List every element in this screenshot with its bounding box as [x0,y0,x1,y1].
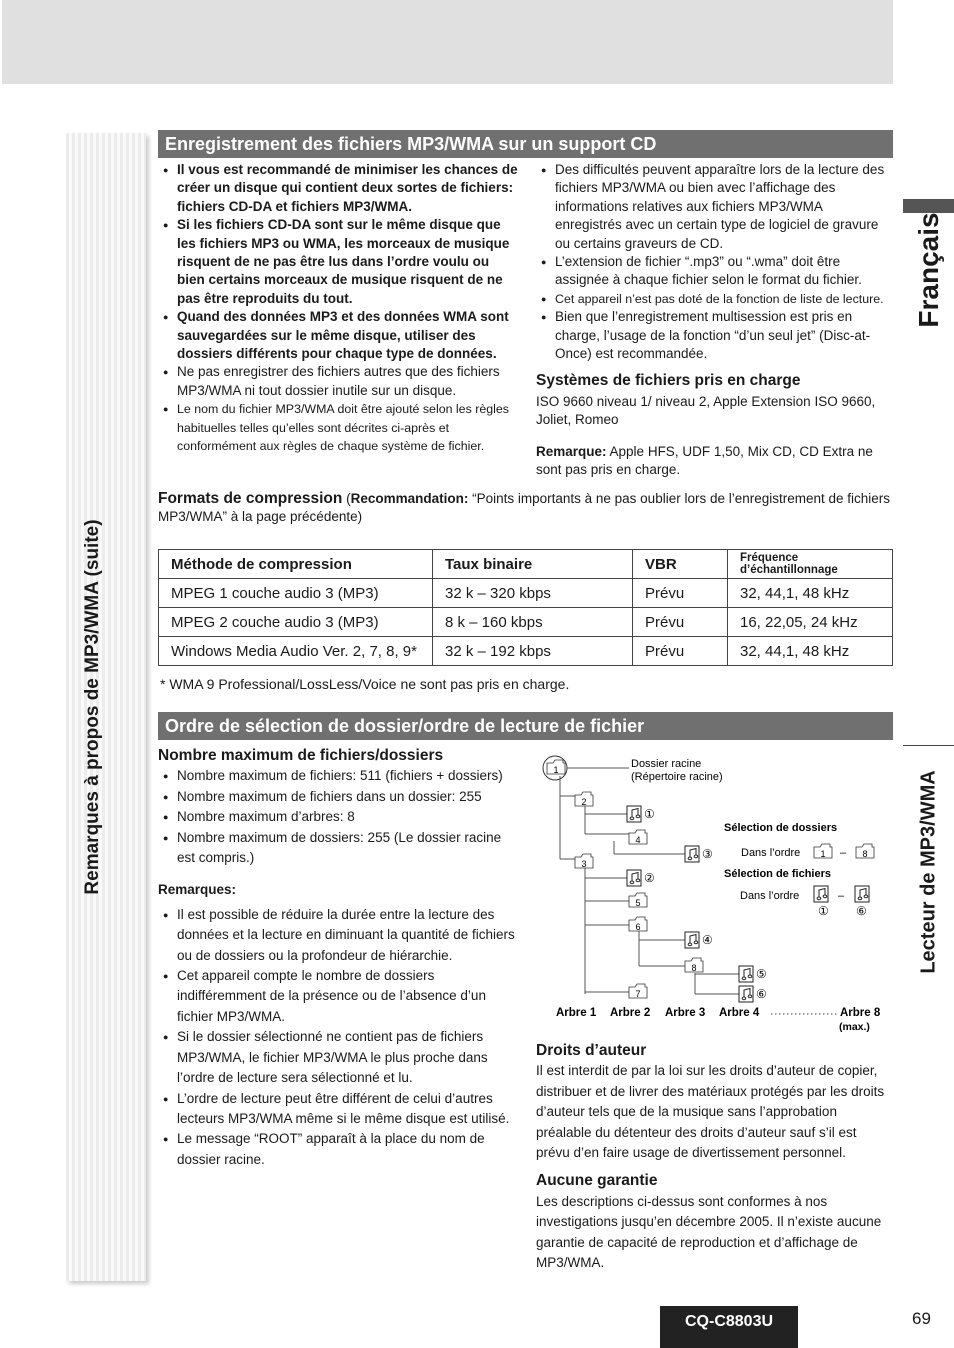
bullet-list [158,766,518,868]
svg-text:⑥: ⑥ [856,904,867,918]
legend-files-title: Sélection de fichiers [724,868,831,880]
table-row [159,608,893,637]
heading-nombre-max: Nombre maximum de fichiers/dossiers [158,747,444,764]
svg-text:5: 5 [635,898,641,908]
droits-text: Il est interdit de par la loi sur les droits d’auteur de copier, distribuer et de livrer des matériaux protégés par les droits d’auteur tels que de la musique sans l’approbation préalable du détenteur des droits d’auteur sauf s’il est prévu d’en faire usage de divertissement personnel. [536,1063,885,1161]
legend-order: Dans l’ordre [740,890,800,902]
table-cell: 32 k – 320 kbps [433,579,633,608]
legend-dash: – [838,890,845,902]
list-item: ● Nombre maximum d’arbres: 8 [158,807,518,827]
tree-label-max: (max.) [839,1021,870,1033]
list-item: ● L’extension de fichier “.mp3” ou “.wma” doit être assignée à chaque fichier selon le format du fichier. [536,253,892,290]
garantie-text: Les descriptions ci-dessus sont conformes à nos investigations jusqu’en décembre 2005. Il n’existe aucune garantie de capacité de reproduction et d’affichage de MP3/WMA. [536,1193,882,1271]
table-footnote: * WMA 9 Professional/LossLess/Voice ne sont pas pris en charge. [160,676,570,692]
table-cell: MPEG 1 couche audio 3 (MP3) [159,579,433,608]
s2-left-column [158,746,518,1170]
list-item: ● Bien que l’enregistrement multisession est pris en charge, l’usage de la fonction “d’un seul jet” (Disc-at-Once) est recommandée. [536,308,892,363]
list-item: ● Cet appareil n’est pas doté de la fonction de liste de lecture. [536,290,892,308]
list-item: ● Nombre maximum de dossiers: 255 (Le dossier racine est compris.) [158,828,518,869]
svg-text:1: 1 [820,849,826,859]
svg-text:8: 8 [691,963,697,973]
list-item: ● Cet appareil compte le nombre de dossiers indifféremment de la présence ou de l’absence d’un fichier MP3/WMA. [158,966,518,1027]
tree-label: Arbre 3 [665,1007,706,1019]
column-header: Méthode de compression [159,550,433,579]
folder-8-icon [856,844,874,859]
folder-4-icon [629,830,647,845]
root-label-sub: (Répertoire racine) [631,771,723,783]
section-banner-ordre: Ordre de sélection de dossier/ordre de lecture de fichier [158,712,893,740]
page-number: 69 [912,1309,931,1328]
svg-text:8: 8 [862,849,868,859]
svg-text:2: 2 [581,797,587,807]
heading-systemes: Systèmes de fichiers pris en charge [536,372,801,390]
language-tab: Français [912,212,944,328]
list-item: ● L’ordre de lecture peut être différent de celui d’autres lecteurs MP3/WMA même si le même disque est utilisé. [158,1089,518,1130]
table-cell: MPEG 2 couche audio 3 (MP3) [159,608,433,637]
svg-text:6: 6 [635,922,641,932]
bullet-list [158,363,518,455]
svg-text:①: ① [818,904,829,918]
music-file-icon [739,986,767,1002]
list-item: ● Ne pas enregistrer des fichiers autres que des fichiers MP3/WMA ni tout dossier inutile sur un disque. [158,363,518,400]
music-file-icon [855,886,869,902]
music-file-icon [685,932,713,948]
legend-dash: – [840,847,847,859]
table-cell: 32, 44,1, 48 kHz [728,637,893,666]
table-cell: Prévu [633,608,728,637]
svg-text:⑥: ⑥ [756,987,767,1001]
list-item: ● Si le dossier sélectionné ne contient pas de fichiers MP3/WMA, le fichier MP3/WMA le plus proche dans l’ordre de lecture sera sélectionné et lu. [158,1027,518,1088]
table-cell: Windows Media Audio Ver. 2, 7, 8, 9* [159,637,433,666]
header-band [2,0,893,84]
music-file-icon [685,846,713,862]
table-cell: Prévu [633,579,728,608]
table-cell: 16, 22,05, 24 kHz [728,608,893,637]
svg-text:④: ④ [702,933,713,947]
folder-2-icon [575,792,593,807]
bullet-list [158,905,518,1170]
svg-text:②: ② [644,871,655,885]
vertical-title: Remarques à propos de MP3/WMA (suite) [82,519,103,895]
table-cell: 8 k – 160 kbps [433,608,633,637]
section-banner-enregistrement: Enregistrement des fichiers MP3/WMA sur un support CD [158,130,893,158]
table-header-row [159,550,893,579]
column-header: Taux binaire [433,550,633,579]
language-marker-bar [903,199,954,213]
s2-right-column [536,1041,892,1273]
list-item: ● Si les fichiers CD-DA sont sur le même disque que les fichiers MP3 ou WMA, les morceaux de musique risquent de ne pas être lus dans l’ordre voulu ou bien certains morceaux de musique risquent de ne pas être reproduits du tout. [158,216,518,308]
table-row [159,579,893,608]
section-divider [903,745,954,746]
list-item: ● Nombre maximum de fichiers dans un dossier: 255 [158,787,518,807]
music-file-icon [814,886,828,902]
table-cell: Prévu [633,637,728,666]
svg-text:3: 3 [581,859,587,869]
list-item: ● Il est possible de réduire la durée entre la lecture des données et la lecture en diminuant la quantité de fichiers ou de dossiers ou la profondeur de hiérarchie. [158,905,518,966]
heading-remarques: Remarques: [158,882,237,898]
tree-label: Arbre 1 [556,1007,597,1019]
list-item: ● Nombre maximum de fichiers: 511 (fichiers + dossiers) [158,766,518,786]
bold-bullet-list [158,161,518,363]
legend-folders-title: Sélection de dossiers [724,822,838,834]
root-label: Dossier racine [631,758,702,770]
formats-paragraph: Formats de compression (Recommandation: “Points importants à ne pas oublier lors de l’enregistrement de fichiers MP3/WMA” à la page précédente) [158,490,891,525]
compression-table [158,549,893,666]
folder-8-icon [685,958,703,973]
bullet-list [536,161,892,363]
remarque: Remarque: Apple HFS, UDF 1,50, Mix CD, CD Extra ne sont pas pris en charge. [536,443,873,478]
tree-label: Arbre 2 [610,1007,651,1019]
list-item: ● Le nom du fichier MP3/WMA doit être ajouté selon les règles habituelles telles qu’elles sont décrites ci-après et conformément aux règles de chaque système de fichier. [158,400,518,455]
list-item: ● Il vous est recommandé de minimiser les chances de créer un disque qui contient deux sortes de fichiers: fichiers CD-DA et fichiers MP3/WMA. [158,161,518,216]
table-cell: 32 k – 192 kbps [433,637,633,666]
model-badge: CQ-C8803U [660,1306,798,1348]
music-file-icon [739,966,767,982]
folder-tree-diagram [535,748,893,1038]
s1-right-column [536,161,892,480]
table-row [159,637,893,666]
table-cell: 32, 44,1, 48 kHz [728,579,893,608]
svg-text:1: 1 [553,765,559,775]
folder-7-icon [629,984,647,999]
svg-text:4: 4 [635,835,641,845]
tree-label: Arbre 8 [840,1007,881,1019]
music-file-icon [627,870,655,886]
heading-droits: Droits d’auteur [536,1042,647,1059]
svg-text:⑤: ⑤ [756,967,767,981]
heading-garantie: Aucune garantie [536,1172,658,1190]
folder-6-icon [629,917,647,932]
music-file-icon [627,806,655,822]
svg-text:7: 7 [635,989,641,999]
s1-left-column [158,161,518,456]
section-tab: Lecteur de MP3/WMA [917,770,939,974]
folder-5-icon [629,893,647,908]
svg-text:①: ① [644,807,655,821]
folder-3-icon [575,854,593,869]
column-header: VBR [633,550,728,579]
tree-label: Arbre 4 [719,1007,760,1019]
folder-1-icon [814,844,832,859]
svg-text:③: ③ [702,847,713,861]
list-item: ● Quand des données MP3 et des données WMA sont sauvegardées sur le même disque, utiliser des dossiers différents pour chaque type de données. [158,308,518,363]
list-item: ● Des difficultés peuvent apparaître lors de la lecture des fichiers MP3/WMA ou bien avec l’affichage des informations relatives aux fichiers MP3/WMA enregistrés avec un certain type de logiciel de gravure ou certains graveurs de CD. [536,161,892,253]
legend-order: Dans l’ordre [741,847,801,859]
column-header: Fréquence d’échantillonnage [728,550,893,579]
fs-text: ISO 9660 niveau 1/ niveau 2, Apple Extension ISO 9660, Joliet, Romeo [536,393,876,428]
list-item: ● Le message “ROOT” apparaît à la place du nom de dossier racine. [158,1129,518,1170]
